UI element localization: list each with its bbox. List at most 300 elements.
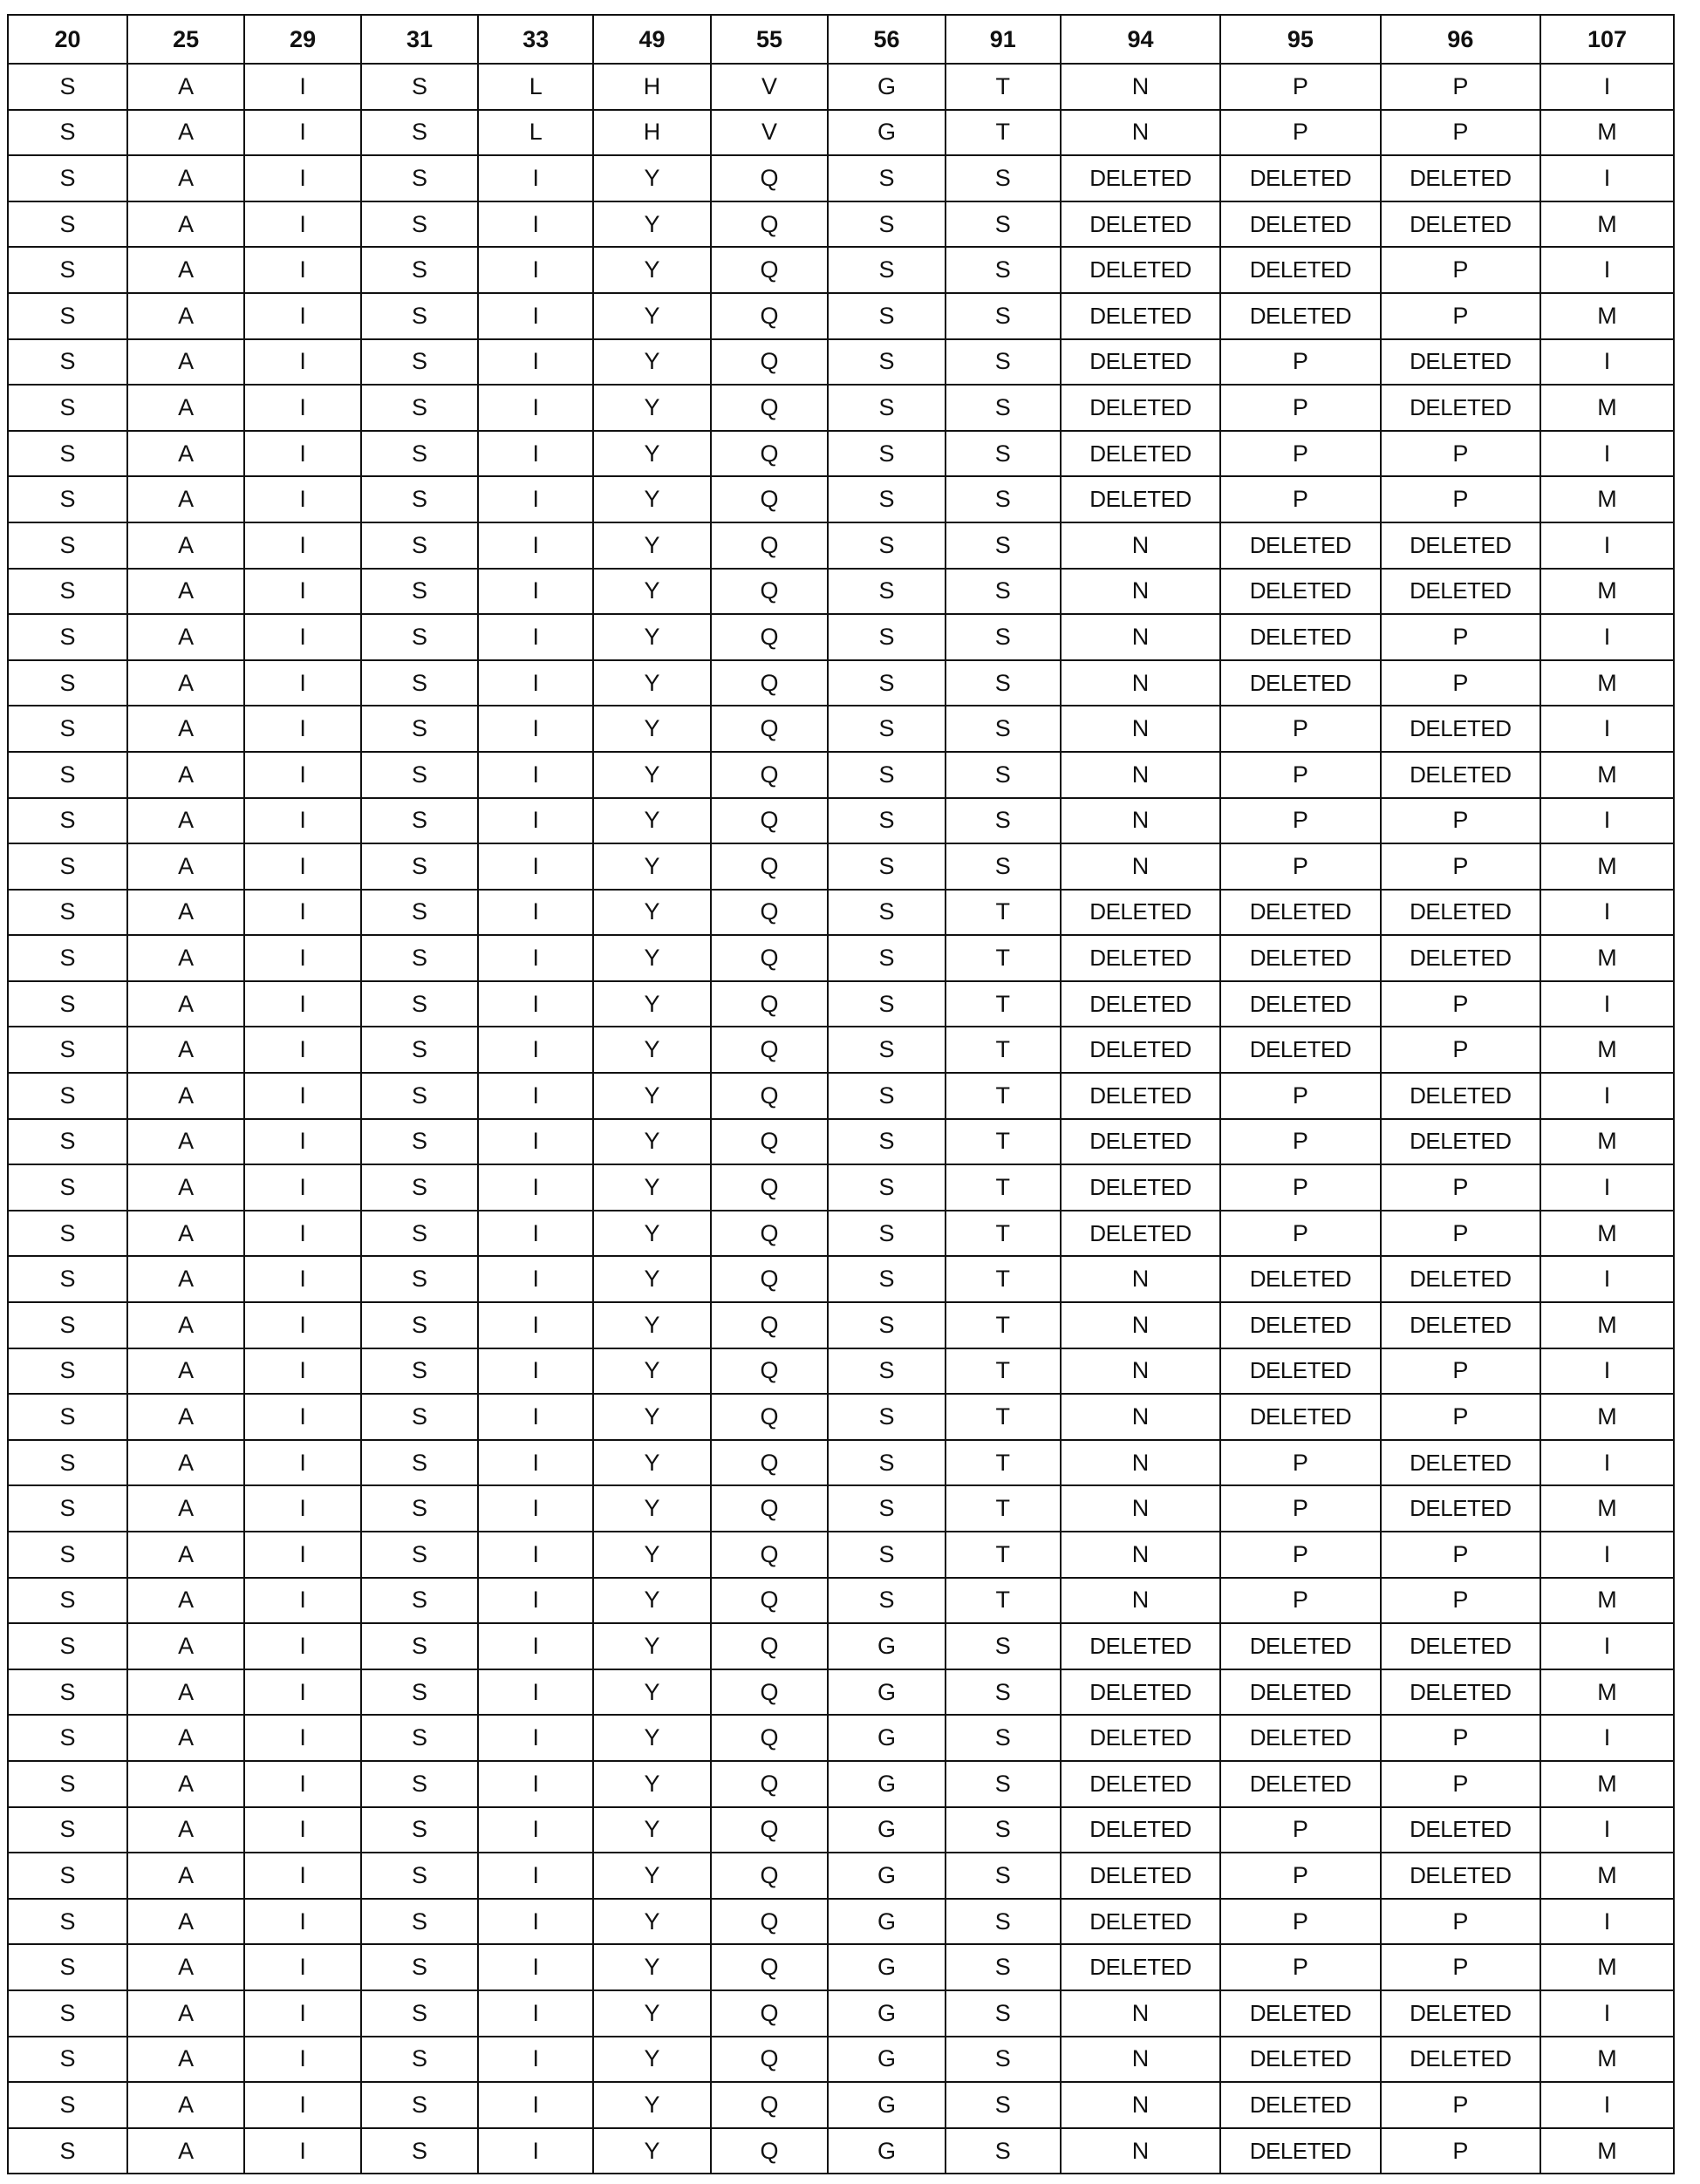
residue-cell-position-94: N bbox=[1061, 1485, 1220, 1532]
residue-cell-position-96: DELETED bbox=[1381, 569, 1540, 615]
residue-cell-position-33: I bbox=[478, 1944, 593, 1990]
residue-cell-position-107: I bbox=[1540, 522, 1674, 569]
residue-cell-position-96: P bbox=[1381, 1532, 1540, 1578]
residue-cell-position-96: P bbox=[1381, 247, 1540, 293]
residue-cell-position-20: S bbox=[8, 64, 127, 110]
residue-cell-position-25: A bbox=[127, 798, 245, 844]
residue-cell-position-107: I bbox=[1540, 890, 1674, 936]
residue-cell-position-25: A bbox=[127, 522, 245, 569]
residue-cell-position-107: M bbox=[1540, 476, 1674, 522]
residue-cell-position-55: Q bbox=[711, 890, 829, 936]
residue-cell-position-49: Y bbox=[593, 522, 711, 569]
residue-cell-position-95: P bbox=[1220, 64, 1380, 110]
residue-cell-position-91: T bbox=[946, 1119, 1061, 1165]
residue-cell-position-29: I bbox=[244, 247, 360, 293]
residue-cell-position-33: I bbox=[478, 247, 593, 293]
residue-cell-position-33: I bbox=[478, 890, 593, 936]
residue-cell-position-55: Q bbox=[711, 339, 829, 386]
residue-cell-position-107: M bbox=[1540, 110, 1674, 156]
residue-cell-position-29: I bbox=[244, 155, 360, 201]
residue-cell-position-33: I bbox=[478, 569, 593, 615]
residue-cell-position-25: A bbox=[127, 935, 245, 981]
residue-cell-position-55: Q bbox=[711, 706, 829, 752]
table-row bbox=[8, 1623, 1674, 1669]
residue-cell-position-56: S bbox=[828, 522, 946, 569]
residue-cell-position-91: T bbox=[946, 110, 1061, 156]
residue-cell-position-94: N bbox=[1061, 660, 1220, 706]
table-row bbox=[8, 1485, 1674, 1532]
residue-cell-position-107: I bbox=[1540, 2082, 1674, 2128]
residue-cell-position-95: DELETED bbox=[1220, 935, 1380, 981]
residue-cell-position-55: Q bbox=[711, 1440, 829, 1486]
residue-cell-position-31: S bbox=[361, 843, 479, 890]
residue-cell-position-31: S bbox=[361, 981, 479, 1027]
residue-cell-position-94: DELETED bbox=[1061, 935, 1220, 981]
table-row bbox=[8, 1853, 1674, 1899]
residue-cell-position-91: S bbox=[946, 1944, 1061, 1990]
column-header-position-25: 25 bbox=[127, 15, 245, 64]
residue-cell-position-56: S bbox=[828, 1578, 946, 1624]
residue-cell-position-33: I bbox=[478, 1485, 593, 1532]
residue-cell-position-55: Q bbox=[711, 843, 829, 890]
residue-cell-position-20: S bbox=[8, 522, 127, 569]
residue-cell-position-55: Q bbox=[711, 798, 829, 844]
residue-cell-position-33: I bbox=[478, 1990, 593, 2037]
residue-cell-position-33: I bbox=[478, 981, 593, 1027]
residue-cell-position-20: S bbox=[8, 935, 127, 981]
residue-cell-position-56: G bbox=[828, 1807, 946, 1853]
residue-cell-position-55: Q bbox=[711, 614, 829, 660]
residue-cell-position-94: N bbox=[1061, 752, 1220, 798]
residue-cell-position-20: S bbox=[8, 1394, 127, 1440]
residue-cell-position-91: S bbox=[946, 522, 1061, 569]
residue-cell-position-33: I bbox=[478, 1578, 593, 1624]
residue-cell-position-33: I bbox=[478, 201, 593, 248]
residue-cell-position-94: DELETED bbox=[1061, 1853, 1220, 1899]
residue-cell-position-25: A bbox=[127, 1211, 245, 1257]
residue-cell-position-55: Q bbox=[711, 1348, 829, 1395]
residue-cell-position-91: S bbox=[946, 2082, 1061, 2128]
sequence-variant-table bbox=[7, 14, 1675, 2174]
residue-cell-position-56: G bbox=[828, 1715, 946, 1761]
residue-cell-position-96: DELETED bbox=[1381, 522, 1540, 569]
residue-cell-position-94: DELETED bbox=[1061, 1761, 1220, 1807]
residue-cell-position-107: I bbox=[1540, 1899, 1674, 1945]
table-row bbox=[8, 522, 1674, 569]
residue-cell-position-95: DELETED bbox=[1220, 1302, 1380, 1348]
table-row bbox=[8, 1761, 1674, 1807]
residue-cell-position-29: I bbox=[244, 431, 360, 477]
residue-cell-position-20: S bbox=[8, 1440, 127, 1486]
residue-cell-position-94: DELETED bbox=[1061, 293, 1220, 339]
residue-cell-position-56: S bbox=[828, 752, 946, 798]
residue-cell-position-29: I bbox=[244, 201, 360, 248]
residue-cell-position-91: S bbox=[946, 201, 1061, 248]
residue-cell-position-20: S bbox=[8, 1944, 127, 1990]
residue-cell-position-96: P bbox=[1381, 1164, 1540, 1211]
residue-cell-position-94: N bbox=[1061, 798, 1220, 844]
residue-cell-position-94: N bbox=[1061, 2128, 1220, 2174]
residue-cell-position-55: Q bbox=[711, 247, 829, 293]
residue-cell-position-55: Q bbox=[711, 1899, 829, 1945]
residue-cell-position-20: S bbox=[8, 798, 127, 844]
residue-cell-position-91: S bbox=[946, 1623, 1061, 1669]
residue-cell-position-96: DELETED bbox=[1381, 935, 1540, 981]
residue-cell-position-91: S bbox=[946, 293, 1061, 339]
residue-cell-position-96: DELETED bbox=[1381, 1669, 1540, 1716]
residue-cell-position-95: DELETED bbox=[1220, 660, 1380, 706]
column-header-position-96: 96 bbox=[1381, 15, 1540, 64]
residue-cell-position-107: M bbox=[1540, 935, 1674, 981]
residue-cell-position-91: T bbox=[946, 1256, 1061, 1302]
residue-cell-position-49: Y bbox=[593, 1211, 711, 1257]
residue-cell-position-49: Y bbox=[593, 1485, 711, 1532]
residue-cell-position-96: DELETED bbox=[1381, 1485, 1540, 1532]
residue-cell-position-91: T bbox=[946, 1027, 1061, 1073]
residue-cell-position-56: S bbox=[828, 1348, 946, 1395]
residue-cell-position-96: DELETED bbox=[1381, 1807, 1540, 1853]
table-row bbox=[8, 1073, 1674, 1119]
residue-cell-position-94: DELETED bbox=[1061, 1119, 1220, 1165]
residue-cell-position-33: I bbox=[478, 1256, 593, 1302]
table-row bbox=[8, 614, 1674, 660]
table-row bbox=[8, 1027, 1674, 1073]
residue-cell-position-20: S bbox=[8, 1853, 127, 1899]
residue-cell-position-49: Y bbox=[593, 1578, 711, 1624]
residue-cell-position-25: A bbox=[127, 385, 245, 431]
residue-cell-position-31: S bbox=[361, 1532, 479, 1578]
residue-cell-position-31: S bbox=[361, 522, 479, 569]
residue-cell-position-25: A bbox=[127, 1485, 245, 1532]
table-row bbox=[8, 569, 1674, 615]
table-row bbox=[8, 476, 1674, 522]
table-row bbox=[8, 431, 1674, 477]
residue-cell-position-31: S bbox=[361, 1899, 479, 1945]
table-header-row bbox=[8, 15, 1674, 64]
residue-cell-position-29: I bbox=[244, 1899, 360, 1945]
residue-cell-position-49: Y bbox=[593, 385, 711, 431]
table-row bbox=[8, 1302, 1674, 1348]
residue-cell-position-55: Q bbox=[711, 476, 829, 522]
residue-cell-position-49: Y bbox=[593, 660, 711, 706]
residue-cell-position-91: T bbox=[946, 1578, 1061, 1624]
residue-cell-position-49: Y bbox=[593, 798, 711, 844]
table-row bbox=[8, 1440, 1674, 1486]
residue-cell-position-56: S bbox=[828, 1394, 946, 1440]
residue-cell-position-33: I bbox=[478, 1440, 593, 1486]
table-row bbox=[8, 293, 1674, 339]
residue-cell-position-107: M bbox=[1540, 1485, 1674, 1532]
residue-cell-position-95: DELETED bbox=[1220, 247, 1380, 293]
residue-cell-position-29: I bbox=[244, 64, 360, 110]
residue-cell-position-56: S bbox=[828, 431, 946, 477]
table-row bbox=[8, 1211, 1674, 1257]
residue-cell-position-91: T bbox=[946, 1394, 1061, 1440]
residue-cell-position-25: A bbox=[127, 1440, 245, 1486]
residue-cell-position-31: S bbox=[361, 2128, 479, 2174]
column-header-position-20: 20 bbox=[8, 15, 127, 64]
residue-cell-position-56: S bbox=[828, 1027, 946, 1073]
residue-cell-position-91: T bbox=[946, 981, 1061, 1027]
residue-cell-position-20: S bbox=[8, 201, 127, 248]
table-row bbox=[8, 981, 1674, 1027]
residue-cell-position-25: A bbox=[127, 752, 245, 798]
residue-cell-position-95: P bbox=[1220, 1164, 1380, 1211]
residue-cell-position-94: N bbox=[1061, 2082, 1220, 2128]
residue-cell-position-96: DELETED bbox=[1381, 1073, 1540, 1119]
residue-cell-position-49: Y bbox=[593, 1027, 711, 1073]
residue-cell-position-49: Y bbox=[593, 2082, 711, 2128]
residue-cell-position-29: I bbox=[244, 1807, 360, 1853]
residue-cell-position-25: A bbox=[127, 1853, 245, 1899]
residue-cell-position-56: S bbox=[828, 660, 946, 706]
residue-cell-position-94: DELETED bbox=[1061, 1807, 1220, 1853]
residue-cell-position-107: I bbox=[1540, 798, 1674, 844]
residue-cell-position-49: Y bbox=[593, 1440, 711, 1486]
residue-cell-position-91: S bbox=[946, 385, 1061, 431]
residue-cell-position-96: P bbox=[1381, 660, 1540, 706]
table-row bbox=[8, 752, 1674, 798]
residue-cell-position-56: S bbox=[828, 890, 946, 936]
residue-cell-position-29: I bbox=[244, 1394, 360, 1440]
residue-cell-position-49: Y bbox=[593, 843, 711, 890]
residue-cell-position-95: P bbox=[1220, 1532, 1380, 1578]
residue-cell-position-29: I bbox=[244, 706, 360, 752]
residue-cell-position-95: DELETED bbox=[1220, 2082, 1380, 2128]
residue-cell-position-95: DELETED bbox=[1220, 890, 1380, 936]
residue-cell-position-49: Y bbox=[593, 201, 711, 248]
residue-cell-position-91: S bbox=[946, 431, 1061, 477]
residue-cell-position-25: A bbox=[127, 1027, 245, 1073]
residue-cell-position-94: N bbox=[1061, 1578, 1220, 1624]
residue-cell-position-107: M bbox=[1540, 1211, 1674, 1257]
residue-cell-position-33: I bbox=[478, 1623, 593, 1669]
residue-cell-position-33: I bbox=[478, 1669, 593, 1716]
residue-cell-position-29: I bbox=[244, 1164, 360, 1211]
residue-cell-position-55: Q bbox=[711, 2128, 829, 2174]
residue-cell-position-33: I bbox=[478, 1302, 593, 1348]
residue-cell-position-25: A bbox=[127, 431, 245, 477]
residue-cell-position-55: Q bbox=[711, 569, 829, 615]
residue-cell-position-96: DELETED bbox=[1381, 1256, 1540, 1302]
residue-cell-position-96: DELETED bbox=[1381, 201, 1540, 248]
residue-cell-position-49: Y bbox=[593, 935, 711, 981]
residue-cell-position-29: I bbox=[244, 1853, 360, 1899]
residue-cell-position-96: P bbox=[1381, 1211, 1540, 1257]
column-header-position-56: 56 bbox=[828, 15, 946, 64]
table-row bbox=[8, 385, 1674, 431]
residue-cell-position-91: T bbox=[946, 1073, 1061, 1119]
residue-cell-position-20: S bbox=[8, 1761, 127, 1807]
residue-cell-position-95: DELETED bbox=[1220, 1715, 1380, 1761]
residue-cell-position-20: S bbox=[8, 1164, 127, 1211]
residue-cell-position-56: S bbox=[828, 1440, 946, 1486]
residue-cell-position-20: S bbox=[8, 1807, 127, 1853]
residue-cell-position-91: S bbox=[946, 155, 1061, 201]
residue-cell-position-96: P bbox=[1381, 798, 1540, 844]
residue-cell-position-91: T bbox=[946, 1532, 1061, 1578]
residue-cell-position-56: G bbox=[828, 2128, 946, 2174]
residue-cell-position-107: M bbox=[1540, 660, 1674, 706]
residue-cell-position-95: DELETED bbox=[1220, 155, 1380, 201]
residue-cell-position-31: S bbox=[361, 110, 479, 156]
residue-cell-position-33: I bbox=[478, 1348, 593, 1395]
residue-cell-position-29: I bbox=[244, 1715, 360, 1761]
residue-cell-position-96: P bbox=[1381, 1348, 1540, 1395]
residue-cell-position-49: Y bbox=[593, 1990, 711, 2037]
residue-cell-position-29: I bbox=[244, 981, 360, 1027]
column-header-position-91: 91 bbox=[946, 15, 1061, 64]
residue-cell-position-33: I bbox=[478, 1532, 593, 1578]
residue-cell-position-29: I bbox=[244, 2128, 360, 2174]
residue-cell-position-95: P bbox=[1220, 1944, 1380, 1990]
residue-cell-position-96: P bbox=[1381, 981, 1540, 1027]
residue-cell-position-107: I bbox=[1540, 339, 1674, 386]
residue-cell-position-31: S bbox=[361, 1164, 479, 1211]
residue-cell-position-95: P bbox=[1220, 1485, 1380, 1532]
residue-cell-position-91: S bbox=[946, 843, 1061, 890]
residue-cell-position-33: I bbox=[478, 706, 593, 752]
table-row bbox=[8, 110, 1674, 156]
residue-cell-position-31: S bbox=[361, 1807, 479, 1853]
residue-cell-position-94: N bbox=[1061, 614, 1220, 660]
residue-cell-position-94: DELETED bbox=[1061, 1623, 1220, 1669]
residue-cell-position-91: S bbox=[946, 706, 1061, 752]
residue-cell-position-55: Q bbox=[711, 1485, 829, 1532]
residue-cell-position-94: N bbox=[1061, 2037, 1220, 2083]
column-header-position-95: 95 bbox=[1220, 15, 1380, 64]
residue-cell-position-20: S bbox=[8, 890, 127, 936]
residue-cell-position-49: Y bbox=[593, 1669, 711, 1716]
residue-cell-position-95: DELETED bbox=[1220, 2128, 1380, 2174]
residue-cell-position-55: Q bbox=[711, 201, 829, 248]
residue-cell-position-55: Q bbox=[711, 1027, 829, 1073]
residue-cell-position-96: P bbox=[1381, 2082, 1540, 2128]
residue-cell-position-107: I bbox=[1540, 1807, 1674, 1853]
residue-cell-position-29: I bbox=[244, 110, 360, 156]
table-row bbox=[8, 660, 1674, 706]
residue-cell-position-56: S bbox=[828, 155, 946, 201]
table-row bbox=[8, 706, 1674, 752]
residue-cell-position-33: I bbox=[478, 798, 593, 844]
residue-cell-position-91: S bbox=[946, 752, 1061, 798]
residue-cell-position-96: DELETED bbox=[1381, 385, 1540, 431]
residue-cell-position-49: Y bbox=[593, 293, 711, 339]
residue-cell-position-25: A bbox=[127, 1761, 245, 1807]
residue-cell-position-96: DELETED bbox=[1381, 1853, 1540, 1899]
residue-cell-position-55: Q bbox=[711, 1761, 829, 1807]
residue-cell-position-56: S bbox=[828, 385, 946, 431]
column-header-position-31: 31 bbox=[361, 15, 479, 64]
residue-cell-position-94: N bbox=[1061, 1440, 1220, 1486]
residue-cell-position-95: P bbox=[1220, 476, 1380, 522]
residue-cell-position-55: Q bbox=[711, 2037, 829, 2083]
residue-cell-position-95: DELETED bbox=[1220, 1761, 1380, 1807]
residue-cell-position-25: A bbox=[127, 1807, 245, 1853]
residue-cell-position-49: Y bbox=[593, 1164, 711, 1211]
residue-cell-position-56: S bbox=[828, 1532, 946, 1578]
residue-cell-position-91: S bbox=[946, 1899, 1061, 1945]
residue-cell-position-33: I bbox=[478, 1211, 593, 1257]
table-row bbox=[8, 1899, 1674, 1945]
residue-cell-position-56: G bbox=[828, 1853, 946, 1899]
residue-cell-position-31: S bbox=[361, 752, 479, 798]
table-row bbox=[8, 798, 1674, 844]
residue-cell-position-95: DELETED bbox=[1220, 614, 1380, 660]
residue-cell-position-49: Y bbox=[593, 476, 711, 522]
residue-cell-position-95: P bbox=[1220, 1807, 1380, 1853]
residue-cell-position-49: H bbox=[593, 64, 711, 110]
residue-cell-position-49: Y bbox=[593, 1302, 711, 1348]
residue-cell-position-20: S bbox=[8, 476, 127, 522]
residue-cell-position-31: S bbox=[361, 798, 479, 844]
residue-cell-position-20: S bbox=[8, 2037, 127, 2083]
residue-cell-position-29: I bbox=[244, 569, 360, 615]
residue-cell-position-95: P bbox=[1220, 798, 1380, 844]
residue-cell-position-49: Y bbox=[593, 1532, 711, 1578]
residue-cell-position-56: S bbox=[828, 843, 946, 890]
residue-cell-position-56: S bbox=[828, 1119, 946, 1165]
residue-cell-position-49: Y bbox=[593, 1807, 711, 1853]
residue-cell-position-96: DELETED bbox=[1381, 339, 1540, 386]
residue-cell-position-94: DELETED bbox=[1061, 385, 1220, 431]
table-row bbox=[8, 1256, 1674, 1302]
residue-cell-position-91: S bbox=[946, 1761, 1061, 1807]
residue-cell-position-31: S bbox=[361, 1027, 479, 1073]
residue-cell-position-56: G bbox=[828, 1623, 946, 1669]
residue-cell-position-25: A bbox=[127, 293, 245, 339]
residue-cell-position-49: Y bbox=[593, 1853, 711, 1899]
residue-cell-position-91: S bbox=[946, 798, 1061, 844]
residue-cell-position-96: P bbox=[1381, 476, 1540, 522]
residue-cell-position-20: S bbox=[8, 1578, 127, 1624]
residue-cell-position-49: Y bbox=[593, 1394, 711, 1440]
residue-cell-position-56: S bbox=[828, 293, 946, 339]
residue-cell-position-49: Y bbox=[593, 1256, 711, 1302]
residue-cell-position-55: V bbox=[711, 110, 829, 156]
residue-cell-position-25: A bbox=[127, 1394, 245, 1440]
residue-cell-position-107: I bbox=[1540, 431, 1674, 477]
residue-cell-position-55: Q bbox=[711, 1532, 829, 1578]
residue-cell-position-55: V bbox=[711, 64, 829, 110]
residue-cell-position-96: P bbox=[1381, 614, 1540, 660]
residue-cell-position-94: DELETED bbox=[1061, 981, 1220, 1027]
residue-cell-position-29: I bbox=[244, 843, 360, 890]
residue-cell-position-91: T bbox=[946, 890, 1061, 936]
residue-cell-position-107: I bbox=[1540, 1532, 1674, 1578]
residue-cell-position-107: I bbox=[1540, 706, 1674, 752]
residue-cell-position-95: P bbox=[1220, 385, 1380, 431]
residue-cell-position-94: DELETED bbox=[1061, 1027, 1220, 1073]
residue-cell-position-55: Q bbox=[711, 1164, 829, 1211]
residue-cell-position-33: I bbox=[478, 752, 593, 798]
residue-cell-position-107: I bbox=[1540, 614, 1674, 660]
residue-cell-position-107: M bbox=[1540, 1027, 1674, 1073]
residue-cell-position-94: DELETED bbox=[1061, 1669, 1220, 1716]
residue-cell-position-20: S bbox=[8, 1532, 127, 1578]
residue-cell-position-31: S bbox=[361, 1211, 479, 1257]
residue-cell-position-49: Y bbox=[593, 2037, 711, 2083]
residue-cell-position-33: L bbox=[478, 64, 593, 110]
residue-cell-position-25: A bbox=[127, 2082, 245, 2128]
residue-cell-position-20: S bbox=[8, 843, 127, 890]
residue-cell-position-33: I bbox=[478, 2037, 593, 2083]
residue-cell-position-56: G bbox=[828, 2037, 946, 2083]
residue-cell-position-96: P bbox=[1381, 2128, 1540, 2174]
residue-cell-position-29: I bbox=[244, 1211, 360, 1257]
residue-cell-position-25: A bbox=[127, 1715, 245, 1761]
residue-cell-position-94: N bbox=[1061, 1348, 1220, 1395]
